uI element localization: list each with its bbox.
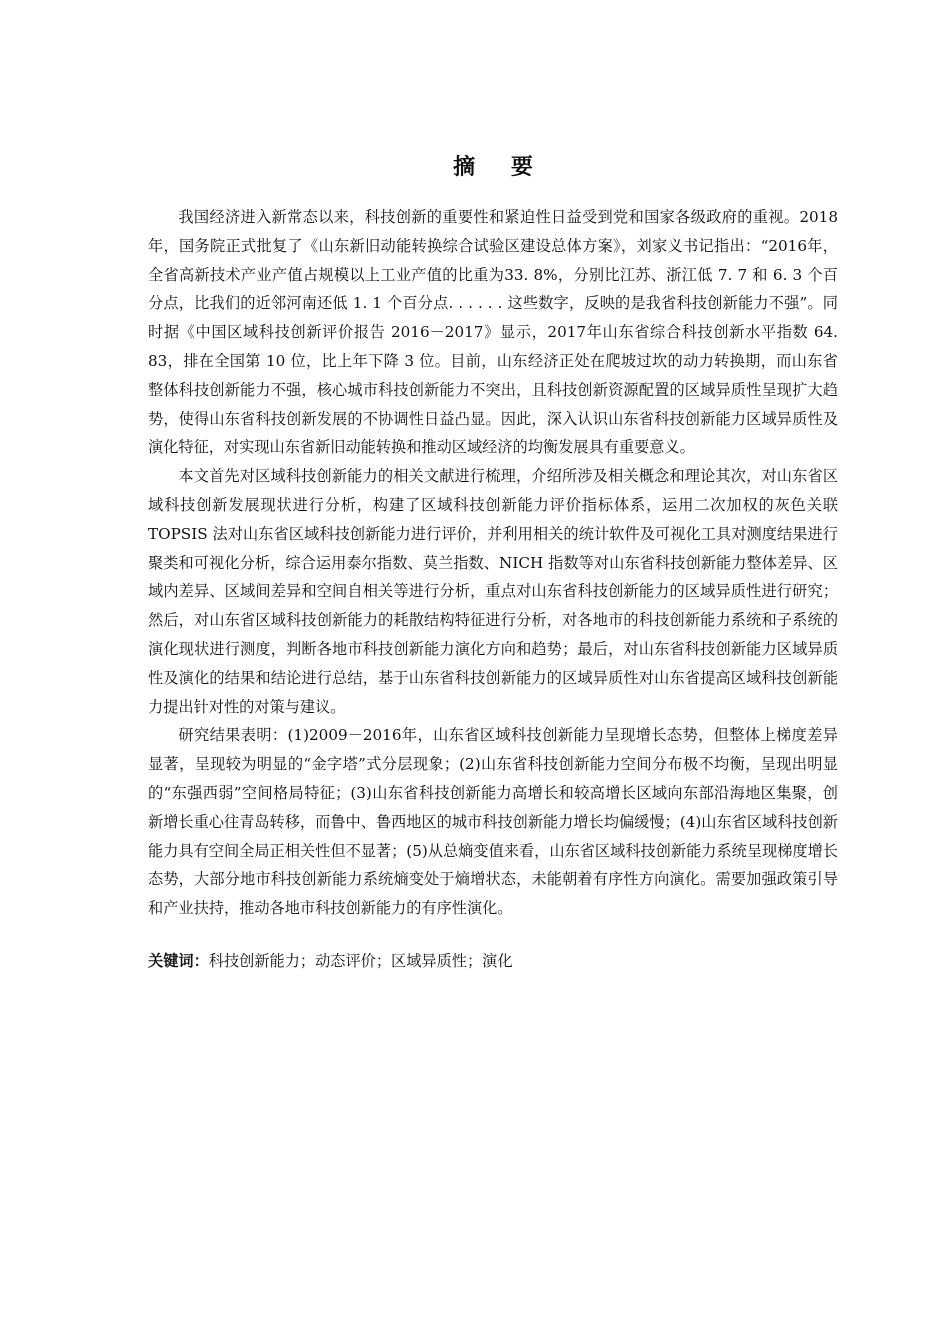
- abstract-paragraph-2: 本文首先对区域科技创新能力的相关文献进行梳理，介绍所涉及相关概念和理论其次，对山东省区域科技创新发展现状进行分析，构建了区域科技创新能力评价指标体系，运用二次加权的灰色关联 TOPSIS 法对山东省区域科技创新能力进行评价，并利用相关的统计软件及可视化工具对测度结果进行聚类和可视化分析，综合运用泰尔指数、莫兰指数、NICH 指数等对山东省科技创新能力整体差异、区域内差异、区域间差异和空间自相关等进行分析，重点对山东省科技创新能力的区域异质性进行研究；然后，对山东省区域科技创新能力的耗散结构特征进行分析，对各地市的科技创新能力系统和子系统的演化现状进行测度，判断各地市科技创新能力演化方向和趋势；最后，对山东省科技创新能力区域异质性及演化的结果和结论进行总结，基于山东省科技创新能力的区域异质性对山东省提高区域科技创新能力提出针对性的对策与建议。: [148, 467, 838, 716]
- keywords-label: 关键词：: [148, 951, 209, 970]
- page-title: 摘 要: [453, 155, 547, 180]
- abstract-page: [148, 150, 838, 976]
- keywords-line: [148, 947, 838, 976]
- abstract-paragraph-3: 研究结果表明：(1)2009－2016年，山东省区域科技创新能力呈现增长态势，但整体上梯度差异显著，呈现较为明显的“金字塔”式分层现象；(2)山东省科技创新能力空间分布极不均衡，呈现出明显的“东强西弱”空间格局特征；(3)山东省科技创新能力高增长和较高增长区域向东部沿海地区集聚，创新增长重心往青岛转移，而鲁中、鲁西地区的城市科技创新能力增长均偏缓慢；(4)山东省区域科技创新能力具有空间全局正相关性但不显著；(5)从总熵变值来看，山东省区域科技创新能力系统呈现梯度增长态势，大部分地市科技创新能力系统熵变处于熵增状态，未能朝着有序性方向演化。需要加强政策引导和产业扶持，推动各地市科技创新能力的有序性演化。: [148, 726, 838, 918]
- keywords-text: 科技创新能力；动态评价；区域异质性；演化: [208, 951, 513, 970]
- abstract-paragraph-1: 我国经济进入新常态以来，科技创新的重要性和紧迫性日益受到党和国家各级政府的重视。2018年，国务院正式批复了《山东新旧动能转换综合试验区建设总体方案》，刘家义书记指出：“2016年，全省高新技术产业产值占规模以上工业产值的比重为33. 8%，分别比江苏、浙江低 7. 7 和 6. 3 个百分点，比我们的近邻河南还低 1. 1 个百分点. . . . . . 这些数字，反映的是我省科技创新能力不强”。同时据《中国区域科技创新评价报告 2016－2017》显示，2017年山东省综合科技创新水平指数 64. 83，排在全国第 10 位，比上年下降 3 位。目前，山东经济正处在爬坡过坎的动力转换期，而山东省整体科技创新能力不强，核心城市科技创新能力不突出，且科技创新资源配置的区域异质性呈现扩大趋势，使得山东省科技创新发展的不协调性日益凸显。因此，深入认识山东省科技创新能力区域异质性及演化特征，对实现山东省新旧动能转换和推动区域经济的均衡发展具有重要意义。: [148, 208, 838, 457]
